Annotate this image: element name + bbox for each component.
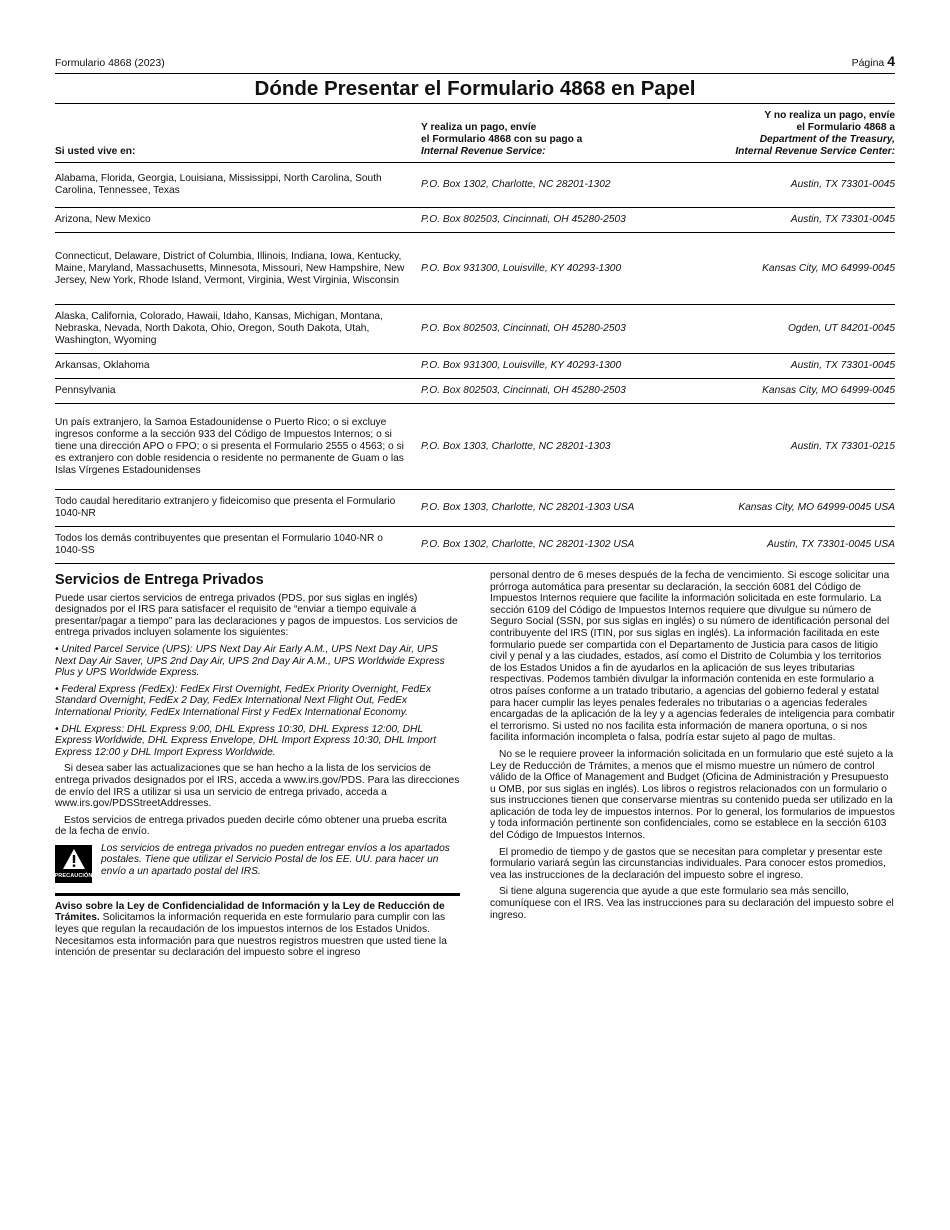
caution-icon	[55, 845, 92, 883]
privacy-heading: Aviso sobre la Ley de Confidencialidad de Información y la Ley de Reducción de Trámites.	[55, 900, 445, 924]
privacy-notice	[55, 893, 460, 959]
table-row: Un país extranjero, la Samoa Estadounidense o Puerto Rico; o si excluye ingresos conforme a la sección 933 del Código de Impuestos Internos; o si tiene una dirección APO o FPO; o si presenta el Formulario 2555 o 4563; o si es extranjero con doble residencia o residente no permanente de Guam o las Islas Vírgenes Estadounidenses P.O. Box 1303, Charlotte, NC 28201-1303 Austin, TX 73301-0215	[55, 404, 895, 490]
body-columns	[55, 571, 895, 959]
table-row: Pennsylvania P.O. Box 802503, Cincinnati, OH 45280-2503 Kansas City, MO 64999-0045	[55, 379, 895, 404]
privacy-text: Solicitamos la información requerida en este formulario para cumplir con las leyes que regulan la recaudación de los impuestos internos de los Estados Unidos. Necesitamos esta información para que nuestros registros muestren que usted tiene la intención de presentar su declaración del impuesto sobre el ingreso	[55, 912, 447, 959]
table-row: Todo caudal hereditario extranjero y fideicomiso que presenta el Formulario 1040-NR P.O. Box 1303, Charlotte, NC 28201-1303 USA Kansas City, MO 64999-0045 USA	[55, 490, 895, 527]
table-row: Arkansas, Oklahoma P.O. Box 931300, Louisville, KY 40293-1300 Austin, TX 73301-0045	[55, 354, 895, 379]
table-header-row	[55, 104, 895, 163]
caution-box	[55, 843, 460, 883]
caution-text: Los servicios de entrega privados no pueden entregar envíos a los apartados postales. Tiene que utilizar el Servicio Postal de los EE. UU. para hacer un envío a un apartado postal del IRS.	[101, 842, 450, 878]
privacy-continued: personal dentro de 6 meses después de la fecha de vencimiento. Si escoge solicitar una prórroga automática para presentar su declaración, la sección 6081 del Código de Impuestos Internos requiere que facilite la información solicitada en este formulario. La sección 6109 del Código de Impuestos Internos requiere que divulgue su número de Seguro Social (SSN, por sus siglas en inglés) o su número de identificación personal del contribuyente del IRS (ITIN, por sus siglas en inglés). La información facilitada en este formulario puede ser compartida con el Departamento de Justicia para casos de litigio civil y penal y a las ciudades, estados, así como el Distrito de Columbia y los territorios de los Estados Unidos a fin de ayudarlos en la aplicación de sus leyes tributarias respectivas. Podemos también divulgar la información contenida en este formulario a otros países conforme a un tratado tributario, a agencias del gobierno federal y estatal para hacer cumplir las leyes penales federales no tributarias o a agencias federales encargadas de la aplicación de la ley y a agencias federales de inteligencia para combatir el terrorismo. Si usted no nos facilita esta información de manera oportuna, o si nos facilita información incompleta o falsa, podría estar sujeto al pago de multas.	[490, 570, 895, 744]
col-header-residence: Si usted vive en:	[55, 104, 415, 163]
form-name: Formulario 4868 (2023)	[55, 57, 165, 69]
table-row: Connecticut, Delaware, District of Columbia, Illinois, Indiana, Iowa, Kentucky, Maine, Maryland, Massachusetts, Minnesota, Missouri, New Hampshire, New Jersey, New York, Rhode Island, Vermont, Virginia, West Virginia, Wisconsin P.O. Box 931300, Louisville, KY 40293-1300 Kansas City, MO 64999-0045	[55, 233, 895, 305]
table-row: Alaska, California, Colorado, Hawaii, Idaho, Kansas, Michigan, Montana, Nebraska, Nevada, North Dakota, Ohio, Oregon, South Dakota, Utah, Washington, Wyoming P.O. Box 802503, Cincinnati, OH 45280-2503 Ogden, UT 84201-0045	[55, 305, 895, 354]
filing-addresses-table	[55, 104, 895, 564]
time-estimates: El promedio de tiempo y de gastos que se necesitan para completar y presentar este formulario variará según las circunstancias individuales. Para conocer estos promedios, vea las instrucciones de la declaración del impuesto sobre el ingreso.	[490, 846, 886, 881]
table-row: Arizona, New Mexico P.O. Box 802503, Cincinnati, OH 45280-2503 Austin, TX 73301-0045	[55, 208, 895, 233]
page-title: Dónde Presentar el Formulario 4868 en Papel	[55, 73, 895, 104]
pds-bullet-fedex: • Federal Express (FedEx): FedEx First Overnight, FedEx Priority Overnight, FedEx Standard Overnight, FedEx 2 Day, FedEx International Next Flight Out, FedEx International Priority, FedEx International First y FedEx International Economy.	[55, 683, 432, 718]
col-header-without-payment: Y no realiza un pago, envíe el Formulario 4868 a Department of the Treasury, Internal Revenue Service Center:	[693, 104, 895, 163]
page-number: Página 4	[851, 53, 895, 69]
pds-proof: Estos servicios de entrega privados pueden decirle cómo obtener una prueba escrita de la fecha de envío.	[55, 814, 447, 838]
table-row: Alabama, Florida, Georgia, Louisiana, Mississippi, North Carolina, South Carolina, Tennessee, Texas P.O. Box 1302, Charlotte, NC 28201-1302 Austin, TX 73301-0045	[55, 163, 895, 208]
caution-label: PRECAUCIÓN	[54, 872, 93, 879]
left-column	[55, 571, 460, 959]
page	[55, 55, 895, 959]
section-heading-pds: Servicios de Entrega Privados	[55, 572, 264, 588]
pds-bullet-ups: • United Parcel Service (UPS): UPS Next Day Air Early A.M., UPS Next Day Air, UPS Next Day Air Saver, UPS 2nd Day Air, UPS 2nd Day Air A.M., UPS Worldwide Express Plus y UPS Worldwide Express.	[55, 643, 445, 679]
pds-bullet-dhl: • DHL Express: DHL Express 9:00, DHL Express 10:30, DHL Express 12:00, DHL Express Worldwide, DHL Express Envelope, DHL Import Express 10:30, DHL Import Express 12:00 y DHL Import Express Worldwide.	[55, 723, 437, 758]
col-header-with-payment: Y realiza un pago, envíe el Formulario 4868 con su pago a Internal Revenue Service:	[415, 104, 693, 163]
pds-updates: Si desea saber las actualizaciones que se han hecho a la lista de los servicios de entrega privados designados por el IRS, acceda a www.irs.gov/PDS. Para las direcciones de envío del IRS a utilizar si usa un servicio de entrega privado, acceda a www.irs.gov/PDSStreetAddresses.	[55, 763, 460, 810]
table-row: Todos los demás contribuyentes que presentan el Formulario 1040-NR o 1040-SS P.O. Box 1302, Charlotte, NC 28201-1302 USA Austin, TX 73301-0045 USA	[55, 527, 895, 564]
paperwork-reduction: No se le requiere proveer la información solicitada en un formulario que esté sujeto a la Ley de Reducción de Trámites, a menos que el mismo muestre un número de control válido de la Office of Management and Budget (Oficina de Administración y Presupuesto u OMB, por sus siglas en inglés). Los libros o registros relacionados con un formulario o sus instrucciones tienen que conservarse mientras su contenido pueda ser utilizado en la aplicación de toda ley de impuestos internos. Por lo general, los formularios de impuestos y toda información pertinente son confidenciales, como se establece en la sección 6103 del Código de Impuestos Internos.	[490, 748, 895, 842]
pds-intro: Puede usar ciertos servicios de entrega privados (PDS, por sus siglas en inglés) designados por el IRS para satisfacer el requisito de “enviar a tiempo equivale a presentar/pagar a tiempo” para las declaraciones y pagos de impuestos. Los servicios de entrega privados incluyen solamente los siguientes:	[55, 592, 458, 639]
right-column	[490, 570, 895, 959]
suggestions: Si tiene alguna sugerencia que ayude a que este formulario sea más sencillo, comuníquese con el IRS. Vea las instrucciones para su declaración del impuesto sobre el ingreso.	[490, 886, 894, 921]
page-header	[55, 55, 895, 70]
